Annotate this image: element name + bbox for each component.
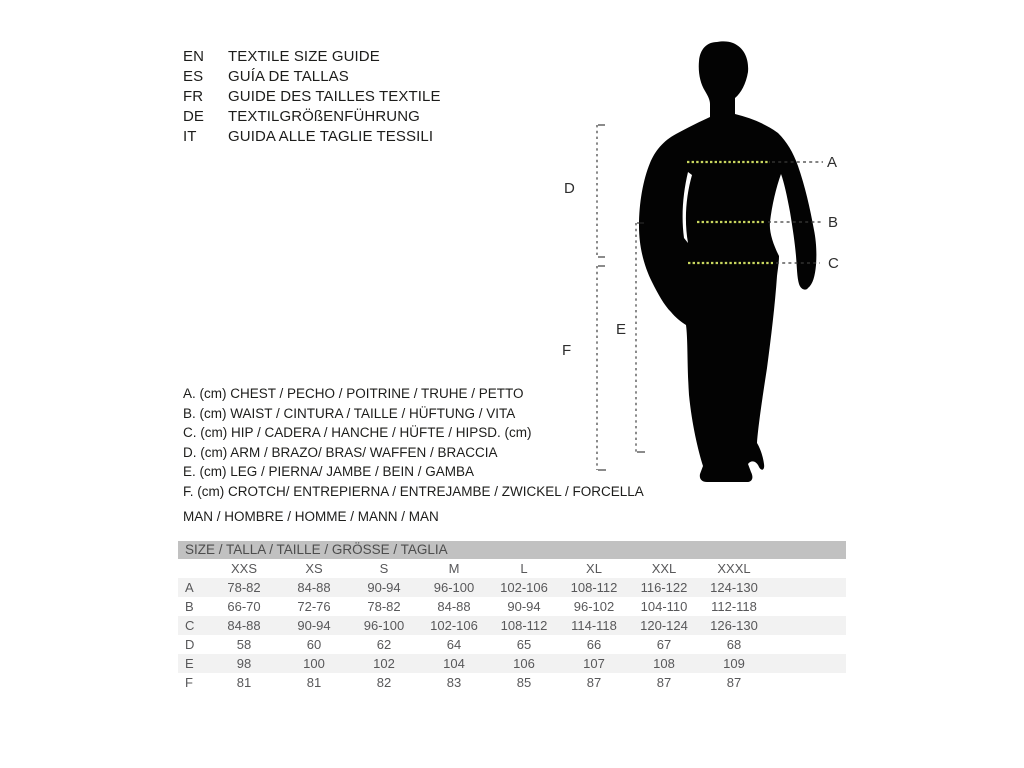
row-label: D <box>185 637 195 652</box>
cell-value: 82 <box>376 675 392 690</box>
crotch-line-label: F <box>562 342 572 359</box>
cell-value: 90-94 <box>507 599 541 614</box>
legend-item-crotch: F. (cm) CROTCH/ ENTREPIERNA / ENTREJAMBE / ZWICKEL / FORCELLA <box>183 483 644 499</box>
cell-value: 100 <box>303 656 325 671</box>
row-label: F <box>185 675 193 690</box>
cell-value: 87 <box>726 675 742 690</box>
language-row-fr <box>183 86 441 106</box>
table-row-crotch <box>178 673 846 692</box>
cell-value: 98 <box>236 656 252 671</box>
size-header-xl: XL <box>586 561 602 576</box>
cell-value: 108 <box>653 656 675 671</box>
cell-value: 62 <box>376 637 392 652</box>
cell-value: 78-82 <box>367 599 401 614</box>
cell-value: 116-122 <box>640 580 688 595</box>
cell-value: 102 <box>373 656 395 671</box>
cell-value: 114-118 <box>571 618 617 633</box>
table-row-chest <box>178 578 846 597</box>
cell-value: 104 <box>443 656 465 671</box>
language-row-de <box>183 106 441 126</box>
cell-value: 90-94 <box>367 580 401 595</box>
size-header-s: S <box>379 561 389 576</box>
size-header-l: L <box>520 561 528 576</box>
language-code: ES <box>183 67 204 85</box>
size-table <box>178 541 846 692</box>
size-header-xxxl: XXXL <box>717 561 751 576</box>
row-label: A <box>185 580 194 595</box>
measurement-figure <box>540 28 870 498</box>
cell-value: 85 <box>516 675 532 690</box>
hip-line-label: C <box>828 255 839 272</box>
legend-item-leg: E. (cm) LEG / PIERNA/ JAMBE / BEIN / GAMBA <box>183 464 475 479</box>
cell-value: 106 <box>513 656 535 671</box>
size-header-xs: XS <box>305 561 323 576</box>
language-title: TEXTILGRÖßENFÜHRUNG <box>228 107 420 125</box>
cell-value: 87 <box>586 675 602 690</box>
size-header-row <box>178 559 846 578</box>
cell-value: 87 <box>656 675 672 690</box>
table-row-leg <box>178 654 846 673</box>
cell-value: 96-102 <box>573 599 615 614</box>
language-row-en <box>183 46 441 66</box>
cell-value: 104-110 <box>640 599 688 614</box>
row-label: C <box>185 618 195 633</box>
man-silhouette <box>639 41 816 482</box>
cell-value: 108-112 <box>500 618 548 633</box>
language-code: FR <box>183 87 204 105</box>
language-row-es <box>183 66 441 86</box>
legend-item-waist: B. (cm) WAIST / CINTURA / TAILLE / HÜFTUNG / VITA <box>183 405 516 421</box>
language-title-list <box>183 46 441 146</box>
cell-value: 66-70 <box>227 599 261 614</box>
cell-value: 78-82 <box>227 580 261 595</box>
cell-value: 102-106 <box>430 618 478 633</box>
cell-value: 109 <box>723 656 745 671</box>
cell-value: 64 <box>446 637 462 652</box>
language-title: GUIDE DES TAILLES TEXTILE <box>228 87 441 105</box>
cell-value: 84-88 <box>227 618 261 633</box>
language-code: EN <box>183 47 205 65</box>
cell-value: 84-88 <box>297 580 331 595</box>
language-title: GUÍA DE TALLAS <box>228 67 349 85</box>
size-header-xxl: XXL <box>651 561 677 576</box>
cell-value: 81 <box>306 675 322 690</box>
table-row-hip <box>178 616 846 635</box>
cell-value: 65 <box>516 637 532 652</box>
cell-value: 72-76 <box>297 599 331 614</box>
arm-line-label: D <box>564 180 575 197</box>
leg-line-label: E <box>616 321 627 338</box>
cell-value: 120-124 <box>640 618 688 633</box>
crotch-measure-line <box>597 266 606 470</box>
language-title: TEXTILE SIZE GUIDE <box>228 47 380 65</box>
legend-item-chest: A. (cm) CHEST / PECHO / POITRINE / TRUHE / PETTO <box>183 386 524 401</box>
cell-value: 58 <box>236 637 252 652</box>
language-row-it <box>183 126 441 146</box>
table-row-waist <box>178 597 846 616</box>
cell-value: 68 <box>726 637 742 652</box>
cell-value: 124-130 <box>710 580 758 595</box>
language-code: IT <box>183 127 197 145</box>
legend-item-arm: D. (cm) ARM / BRAZO/ BRAS/ WAFFEN / BRACCIA <box>183 444 498 460</box>
legend-item-hip: C. (cm) HIP / CADERA / HANCHE / HÜFTE / HIPSD. (cm) <box>183 425 532 440</box>
cell-value: 96-100 <box>363 618 405 633</box>
arm-measure-line <box>597 125 605 257</box>
cell-value: 66 <box>586 637 602 652</box>
row-label: E <box>185 656 194 671</box>
cell-value: 90-94 <box>297 618 331 633</box>
cell-value: 96-100 <box>433 580 475 595</box>
cell-value: 126-130 <box>710 618 758 633</box>
size-header-m: M <box>448 561 460 576</box>
language-title: GUIDA ALLE TAGLIE TESSILI <box>228 127 434 145</box>
cell-value: 102-106 <box>500 580 548 595</box>
cell-value: 67 <box>656 637 672 652</box>
cell-value: 60 <box>306 637 322 652</box>
table-row-arm <box>178 635 846 654</box>
waist-line-label: B <box>828 214 839 231</box>
size-table-title: SIZE / TALLA / TAILLE / GRÖSSE / TAGLIA <box>178 541 846 559</box>
size-header-xxs: XXS <box>230 561 257 576</box>
cell-value: 81 <box>236 675 252 690</box>
chest-line-label: A <box>827 154 838 171</box>
cell-value: 107 <box>583 656 605 671</box>
cell-value: 112-118 <box>711 599 757 614</box>
cell-value: 83 <box>446 675 462 690</box>
gender-label: MAN / HOMBRE / HOMME / MANN / MAN <box>183 509 439 524</box>
cell-value: 108-112 <box>570 580 618 595</box>
cell-value: 84-88 <box>437 599 471 614</box>
language-code: DE <box>183 107 205 125</box>
row-label: B <box>185 599 194 614</box>
